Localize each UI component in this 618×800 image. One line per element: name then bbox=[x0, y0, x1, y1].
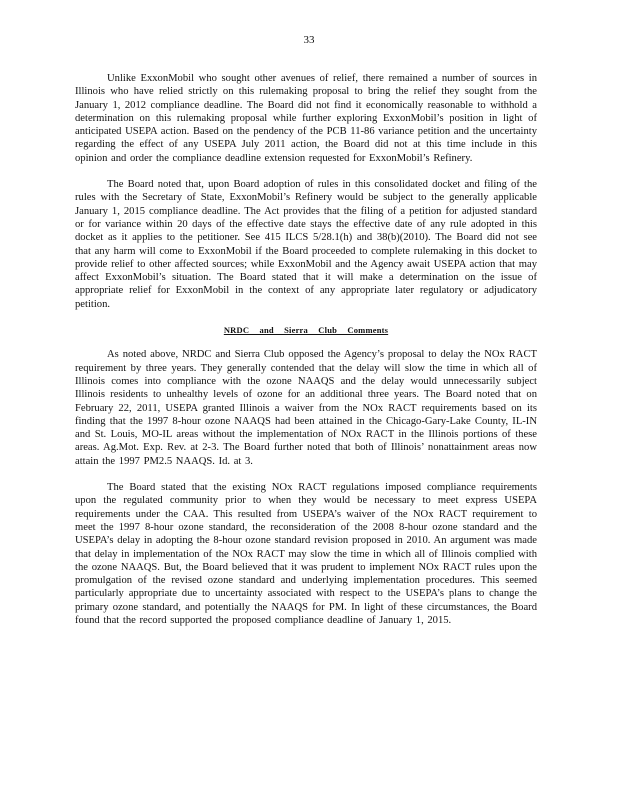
paragraph: The Board stated that the existing NOx RACT regulations imposed compliance requirements upon the regulated community prior to when they would be necessary to meet express USEPA requirements under the CAA. This resulted from USEPA’s waiver of the NOx RACT requirement to meet the 1997 8-hour ozone standard, the reconsideration of the 2008 8-hour ozone standard and the USEPA’s delay in adopting the 8-hour ozone standard revision proposed in 2010. An argument was made that delay in implementation of the NOx RACT may slow the time in which all of Illinois complied with the ozone NAAQS. But, the Board believed that it was prudent to implement NOx RACT rules upon the promulgation of the revised ozone standard and underlying implementation procedures. This seemed particularly appropriate due to uncertainty associated with respect to the USEPA’s plans to change the primary ozone standard, and potentially the NAAQS for PM. In light of these circumstances, the Board found that the record supported the proposed compliance deadline of January 1, 2015. bbox=[75, 482, 537, 626]
page-number: 33 bbox=[303, 34, 315, 46]
paragraph: Unlike ExxonMobil who sought other avenues of relief, there remained a number of sources in Illinois who have relied strictly on this rulemaking proposal to bring the relief they sought from the January 1, 2012 compliance deadline. The Board did not find it economically reasonable to withhold a determination on this rulemaking proposal while further exploring ExxonMobil’s position in light of anticipated USEPA action. Based on the pendency of the PCB 11-86 variance petition and the uncertainty regarding the effect of any USEPA July 2011 action, the Board did not at this time include in this opinion and order the compliance deadline extension requested for ExxonMobil’s Refinery. bbox=[75, 73, 537, 164]
paragraph: As noted above, NRDC and Sierra Club opposed the Agency’s proposal to delay the NOx RACT requirement by three years. They generally contended that the delay will slow the time in which all of Illinois comes into compliance with the ozone NAAQS and the delay would unnecessarily subject Illinois residents to unhealthy levels of ozone for an additional three years. The Board noted that on February 22, 2011, USEPA granted Illinois a waiver from the NOx RACT requirements based on its finding that the 1997 8-hour ozone NAAQS had been attained in the Chicago-Gary-Lake County, IL-IN and St. Louis, MO-IL areas without the implementation of NOx RACT in the Illinois portions of these areas. Ag.Mot. Exp. Rev. at 2-3. The Board further noted that both of Illinois’ nonattainment areas now attain the 1997 PM2.5 NAAQS. Id. at 3. bbox=[75, 349, 537, 467]
section-heading-text: NRDC and Sierra Club Comments bbox=[223, 325, 389, 336]
paragraph: The Board noted that, upon Board adoption of rules in this consolidated docket and filing of the rules with the Secretary of State, ExxonMobil’s Refinery would be subject to the generally applicable January 1, 2015 compliance deadline. The Act provides that the filing of a petition for adjusted standard or for variance within 20 days of the effective date stays the effective date of any rule adopted in this docket as it applies to the petitioner. See 415 ILCS 5/28.1(h) and 38(b)(2010). The Board did not see that any harm will come to ExxonMobil if the Board proceeded to complete rulemaking in this docket to provide relief to other affected sources; while ExxonMobil and the Agency await USEPA action that may affect ExxonMobil’s situation. The Board stated that it will make a determination on the issue of appropriate relief for ExxonMobil in the context of any appropriate later regulatory or adjudicatory petition. bbox=[75, 179, 537, 310]
section-heading bbox=[75, 324, 537, 337]
body-text bbox=[75, 72, 537, 640]
